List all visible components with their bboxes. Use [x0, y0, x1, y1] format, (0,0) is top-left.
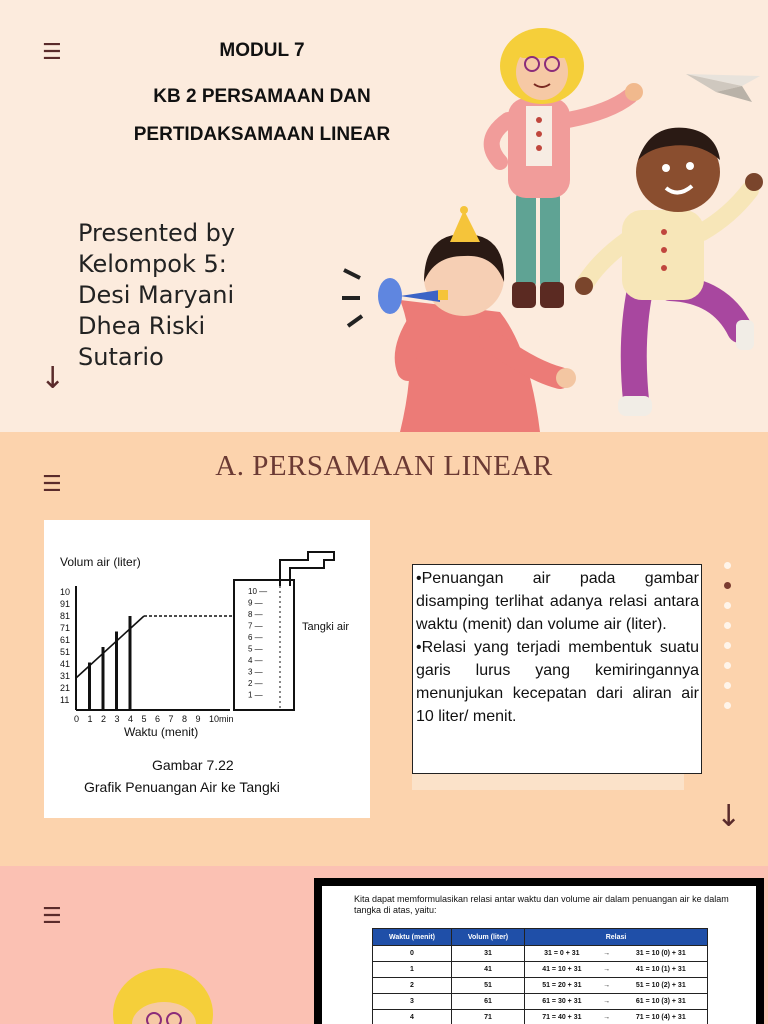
graph-bar	[102, 647, 105, 710]
page-dot[interactable]	[724, 682, 731, 689]
relation-table-slide	[0, 866, 768, 1024]
presenter-line: Dhea Riski	[78, 312, 206, 340]
hamburger-menu-icon[interactable]: ☰	[42, 472, 62, 497]
table-cell: 2	[373, 978, 452, 994]
table-cell: 1	[373, 962, 452, 978]
y-tick-label: 41	[60, 659, 71, 669]
graph-bar	[129, 616, 132, 710]
tank-graph-figure	[44, 520, 370, 818]
y-tick-label: 61	[60, 635, 71, 645]
celebration-illustration	[340, 20, 768, 432]
page-dot[interactable]	[724, 662, 731, 669]
x-tick-label: 5	[141, 714, 147, 724]
x-tick-label: 0	[74, 714, 80, 724]
linear-equation-slide	[0, 432, 768, 866]
graph-bar	[88, 663, 91, 711]
down-arrow-icon[interactable]: ↓	[716, 799, 742, 834]
table-cell: 41 = 10 (1) + 31	[615, 962, 708, 978]
paper-plane-icon	[686, 74, 760, 102]
graph-bar	[115, 632, 118, 711]
relation-table-image	[314, 878, 764, 1024]
page-indicator-dots	[724, 562, 732, 722]
table-cell: 71 = 40 + 31	[525, 1010, 599, 1024]
table-row	[373, 946, 708, 962]
table-cell: 61 = 10 (3) + 31	[615, 994, 708, 1010]
graph-bars	[88, 616, 132, 710]
page-dot[interactable]	[724, 642, 731, 649]
figure-caption: Grafik Penuangan Air ke Tangki	[84, 779, 280, 795]
table-cell: 41	[452, 962, 525, 978]
x-tick-label: 1	[87, 714, 93, 724]
hamburger-menu-icon[interactable]: ☰	[42, 904, 62, 929]
tank-tick-label: 5 —	[248, 644, 263, 654]
table-header: Volum (liter)	[452, 929, 525, 946]
tank-ticks	[248, 587, 267, 700]
text-box-shadow	[412, 772, 684, 790]
blonde-girl-peek-illustration	[108, 966, 218, 1024]
graph-y-label: Volum air (liter)	[60, 555, 141, 569]
figure-number: Gambar 7.22	[152, 757, 234, 773]
table-cell: 61 = 30 + 31	[525, 994, 599, 1010]
table-cell: →	[599, 962, 615, 978]
table-cell: 31 = 10 (0) + 31	[615, 946, 708, 962]
x-tick-label: 2	[101, 714, 107, 724]
y-tick-label: 10	[60, 587, 71, 597]
table-cell: →	[599, 978, 615, 994]
tank-tick-label: 1 —	[248, 690, 263, 700]
tank-tick-label: 7 —	[248, 621, 263, 631]
table-intro: Kita dapat memformulasikan relasi antar waktu dan volume air dalam penuangan air ke dalam tangka di atas, yaitu:	[354, 894, 729, 915]
hamburger-menu-icon[interactable]: ☰	[42, 40, 62, 65]
x-tick-label: 4	[128, 714, 134, 724]
down-arrow-icon[interactable]: ↓	[40, 361, 66, 396]
tank-label: Tangki air	[302, 621, 350, 633]
subtitle-line-1: KB 2 PERSAMAAN DAN	[153, 86, 371, 107]
table-row	[373, 978, 708, 994]
x-tick-label: 3	[114, 714, 120, 724]
subtitle-line-2: PERTIDAKSAMAAN LINEAR	[133, 124, 391, 145]
tank-tick-label: 8 —	[248, 610, 263, 619]
page-dot[interactable]	[724, 702, 731, 709]
presenter-line: Sutario	[78, 343, 164, 371]
running-boy-character	[575, 128, 763, 416]
explanation-paragraph: •Relasi yang terjadi membentuk suatu garis lurus yang kemiringannya menunjukan kecepatan dari aliran air 10 liter/ menit.	[416, 639, 699, 725]
module-title: MODUL 7	[219, 40, 305, 61]
table-row	[373, 1010, 708, 1024]
tank-tick-label: 3 —	[248, 667, 263, 677]
table-header: Relasi	[525, 929, 708, 946]
table-cell: 51	[452, 978, 525, 994]
presenter-line: Desi Maryani	[78, 281, 235, 309]
presenter-line: Kelompok 5:	[78, 250, 227, 278]
y-tick-label: 21	[60, 683, 71, 693]
table-cell: →	[599, 946, 615, 962]
table-cell: 0	[373, 946, 452, 962]
y-tick-label: 71	[60, 623, 71, 633]
table-header: Waktu (menit)	[373, 929, 452, 946]
table-cell: →	[599, 994, 615, 1010]
y-tick-label: 81	[60, 611, 71, 621]
y-tick-label: 51	[60, 647, 71, 657]
explanation-text-box	[412, 564, 702, 774]
table-cell: →	[599, 1010, 615, 1024]
tank-tick-label: 9 —	[248, 598, 263, 608]
presenters-list	[78, 218, 235, 373]
table-cell: 51 = 20 + 31	[525, 978, 599, 994]
explanation-paragraph: •Penuangan air pada gambar disamping terlihat adanya relasi antara waktu (menit) dan volume air (liter).	[416, 570, 699, 633]
tank-tick-label: 2 —	[248, 679, 263, 688]
y-tick-label: 91	[60, 599, 71, 609]
table-row	[373, 994, 708, 1010]
relation-table	[372, 928, 708, 1024]
table-cell: 51 = 10 (2) + 31	[615, 978, 708, 994]
page-dot[interactable]	[724, 562, 731, 569]
title-slide	[0, 0, 768, 432]
x-tick-label: 7	[168, 714, 174, 724]
table-cell: 3	[373, 994, 452, 1010]
blonde-girl-character	[492, 28, 643, 308]
x-tick-label: 8	[182, 714, 188, 724]
page-dot-active[interactable]	[724, 582, 731, 589]
table-cell: 71 = 10 (4) + 31	[615, 1010, 708, 1024]
x-tick-label: 10min	[209, 714, 234, 724]
tank-tick-label: 10 —	[248, 587, 268, 596]
page-dot[interactable]	[724, 622, 731, 629]
x-tick-label: 9	[195, 714, 201, 724]
tank-tick-label: 4 —	[248, 656, 263, 665]
graph-x-ticks	[74, 714, 234, 724]
table-cell: 31 = 0 + 31	[525, 946, 599, 962]
table-cell: 71	[452, 1010, 525, 1024]
table-row	[373, 962, 708, 978]
table-cell: 4	[373, 1010, 452, 1024]
tank-tick-label: 6 —	[248, 633, 263, 642]
page-dot[interactable]	[724, 602, 731, 609]
table-cell: 31	[452, 946, 525, 962]
graph-y-ticks	[60, 587, 70, 705]
table-cell: 61	[452, 994, 525, 1010]
x-tick-label: 6	[155, 714, 161, 724]
presenter-line: Presented by	[78, 219, 236, 247]
y-tick-label: 31	[60, 671, 71, 681]
section-heading: A. PERSAMAAN LINEAR	[215, 450, 553, 482]
y-tick-label: 11	[60, 695, 70, 705]
graph-x-label: Waktu (menit)	[124, 725, 199, 739]
table-cell: 41 = 10 + 31	[525, 962, 599, 978]
